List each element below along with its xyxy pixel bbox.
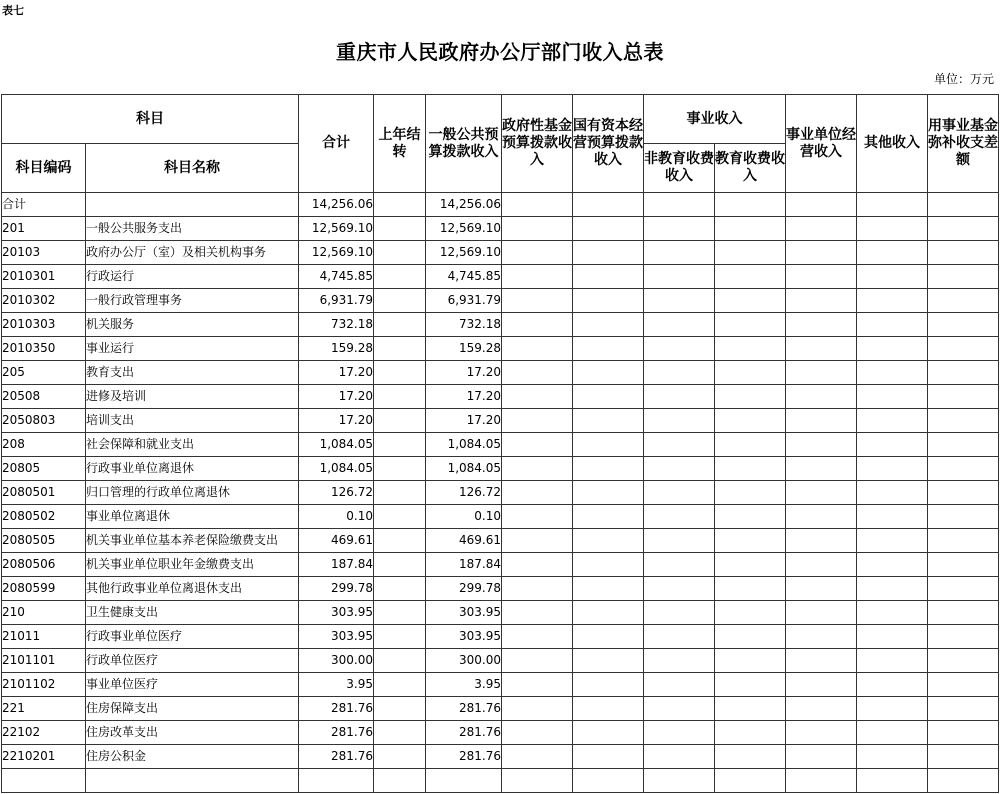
total-value: 303.95 bbox=[299, 601, 374, 625]
subject-name bbox=[86, 769, 299, 793]
header-code: 科目编码 bbox=[2, 144, 86, 193]
subject-name: 政府办公厅（室）及相关机构事务 bbox=[86, 241, 299, 265]
general-budget-value: 1,084.05 bbox=[426, 457, 502, 481]
general-budget-value: 1,084.05 bbox=[426, 433, 502, 457]
subject-code: 2080599 bbox=[2, 577, 86, 601]
general-budget-value: 159.28 bbox=[426, 337, 502, 361]
subject-code: 208 bbox=[2, 433, 86, 457]
subject-code: 2010302 bbox=[2, 289, 86, 313]
header-state-capital: 国有资本经营预算拨款收入 bbox=[573, 95, 644, 193]
general-budget-value: 303.95 bbox=[426, 601, 502, 625]
total-value: 281.76 bbox=[299, 745, 374, 769]
subject-code: 2080501 bbox=[2, 481, 86, 505]
total-value: 12,569.10 bbox=[299, 217, 374, 241]
header-name: 科目名称 bbox=[86, 144, 299, 193]
general-budget-value: 281.76 bbox=[426, 745, 502, 769]
total-value: 1,084.05 bbox=[299, 457, 374, 481]
subject-code: 2080502 bbox=[2, 505, 86, 529]
header-non-edu-fee: 非教育收费收入 bbox=[644, 144, 715, 193]
table-row bbox=[2, 313, 999, 337]
subject-name: 一般公共服务支出 bbox=[86, 217, 299, 241]
table-row bbox=[2, 433, 999, 457]
subject-name: 社会保障和就业支出 bbox=[86, 433, 299, 457]
general-budget-value: 303.95 bbox=[426, 625, 502, 649]
table-row bbox=[2, 745, 999, 769]
table-row bbox=[2, 673, 999, 697]
header-edu-fee: 教育收费收入 bbox=[715, 144, 786, 193]
header-fund-makeup: 用事业基金弥补收支差额 bbox=[928, 95, 999, 193]
header-business-income: 事业单位经营收入 bbox=[786, 95, 857, 193]
total-value: 732.18 bbox=[299, 313, 374, 337]
general-budget-value: 4,745.85 bbox=[426, 265, 502, 289]
income-summary-table bbox=[1, 94, 999, 793]
total-value: 300.00 bbox=[299, 649, 374, 673]
subject-name: 进修及培训 bbox=[86, 385, 299, 409]
subject-name: 行政事业单位医疗 bbox=[86, 625, 299, 649]
total-value bbox=[299, 769, 374, 793]
subject-name: 住房保障支出 bbox=[86, 697, 299, 721]
table-row bbox=[2, 649, 999, 673]
subject-code: 2050803 bbox=[2, 409, 86, 433]
general-budget-value: 281.76 bbox=[426, 697, 502, 721]
subject-name: 事业运行 bbox=[86, 337, 299, 361]
header-carryover: 上年结转 bbox=[374, 95, 426, 193]
general-budget-value: 17.20 bbox=[426, 385, 502, 409]
subject-name: 住房公积金 bbox=[86, 745, 299, 769]
table-row bbox=[2, 457, 999, 481]
table-row bbox=[2, 265, 999, 289]
subject-name: 卫生健康支出 bbox=[86, 601, 299, 625]
subject-code: 2010350 bbox=[2, 337, 86, 361]
total-value: 4,745.85 bbox=[299, 265, 374, 289]
subject-name: 培训支出 bbox=[86, 409, 299, 433]
general-budget-value: 732.18 bbox=[426, 313, 502, 337]
subject-code: 22102 bbox=[2, 721, 86, 745]
total-value: 3.95 bbox=[299, 673, 374, 697]
general-budget-value bbox=[426, 769, 502, 793]
total-value: 17.20 bbox=[299, 361, 374, 385]
general-budget-value: 300.00 bbox=[426, 649, 502, 673]
table-row bbox=[2, 577, 999, 601]
total-value: 187.84 bbox=[299, 553, 374, 577]
table-row bbox=[2, 385, 999, 409]
subject-name: 住房改革支出 bbox=[86, 721, 299, 745]
subject-code: 2010301 bbox=[2, 265, 86, 289]
table-row bbox=[2, 697, 999, 721]
total-value: 17.20 bbox=[299, 409, 374, 433]
total-value: 0.10 bbox=[299, 505, 374, 529]
general-budget-value: 187.84 bbox=[426, 553, 502, 577]
table-row bbox=[2, 529, 999, 553]
table-row bbox=[2, 217, 999, 241]
subject-code: 合计 bbox=[2, 193, 86, 217]
subject-name: 一般行政管理事务 bbox=[86, 289, 299, 313]
subject-name: 归口管理的行政单位离退休 bbox=[86, 481, 299, 505]
subject-name: 机关事业单位基本养老保险缴费支出 bbox=[86, 529, 299, 553]
subject-name: 事业单位医疗 bbox=[86, 673, 299, 697]
subject-code: 210 bbox=[2, 601, 86, 625]
table-row bbox=[2, 769, 999, 793]
table-row bbox=[2, 289, 999, 313]
total-value: 299.78 bbox=[299, 577, 374, 601]
header-total: 合计 bbox=[299, 95, 374, 193]
subject-name: 其他行政事业单位离退休支出 bbox=[86, 577, 299, 601]
total-value: 281.76 bbox=[299, 697, 374, 721]
table-row bbox=[2, 625, 999, 649]
header-general-budget: 一般公共预算拨款收入 bbox=[426, 95, 502, 193]
subject-name: 行政事业单位离退休 bbox=[86, 457, 299, 481]
general-budget-value: 469.61 bbox=[426, 529, 502, 553]
general-budget-value: 6,931.79 bbox=[426, 289, 502, 313]
general-budget-value: 17.20 bbox=[426, 361, 502, 385]
subject-code: 2080505 bbox=[2, 529, 86, 553]
subject-name: 行政单位医疗 bbox=[86, 649, 299, 673]
total-value: 14,256.06 bbox=[299, 193, 374, 217]
total-value: 469.61 bbox=[299, 529, 374, 553]
total-value: 12,569.10 bbox=[299, 241, 374, 265]
general-budget-value: 281.76 bbox=[426, 721, 502, 745]
header-subject: 科目 bbox=[2, 95, 299, 144]
total-value: 281.76 bbox=[299, 721, 374, 745]
general-budget-value: 17.20 bbox=[426, 409, 502, 433]
subject-name: 机关服务 bbox=[86, 313, 299, 337]
header-fund-budget: 政府性基金预算拨款收入 bbox=[502, 95, 573, 193]
subject-name: 机关事业单位职业年金缴费支出 bbox=[86, 553, 299, 577]
table-number: 表七 bbox=[2, 4, 24, 17]
table-row bbox=[2, 505, 999, 529]
general-budget-value: 3.95 bbox=[426, 673, 502, 697]
subject-name bbox=[86, 193, 299, 217]
table-row bbox=[2, 361, 999, 385]
subject-code: 2010303 bbox=[2, 313, 86, 337]
general-budget-value: 126.72 bbox=[426, 481, 502, 505]
total-value: 17.20 bbox=[299, 385, 374, 409]
subject-code: 201 bbox=[2, 217, 86, 241]
table-row bbox=[2, 601, 999, 625]
subject-code: 2101102 bbox=[2, 673, 86, 697]
subject-code bbox=[2, 769, 86, 793]
table-row bbox=[2, 409, 999, 433]
subject-code: 20508 bbox=[2, 385, 86, 409]
total-value: 303.95 bbox=[299, 625, 374, 649]
general-budget-value: 12,569.10 bbox=[426, 217, 502, 241]
subject-name: 事业单位离退休 bbox=[86, 505, 299, 529]
subject-code: 205 bbox=[2, 361, 86, 385]
header-career-income: 事业收入 bbox=[644, 95, 786, 144]
table-row bbox=[2, 241, 999, 265]
table-body bbox=[2, 193, 999, 793]
subject-code: 21011 bbox=[2, 625, 86, 649]
total-value: 1,084.05 bbox=[299, 433, 374, 457]
subject-name: 教育支出 bbox=[86, 361, 299, 385]
general-budget-value: 12,569.10 bbox=[426, 241, 502, 265]
general-budget-value: 0.10 bbox=[426, 505, 502, 529]
table-row bbox=[2, 553, 999, 577]
subject-code: 2080506 bbox=[2, 553, 86, 577]
unit-label: 单位：万元 bbox=[933, 72, 994, 86]
subject-code: 221 bbox=[2, 697, 86, 721]
table-row bbox=[2, 721, 999, 745]
subject-code: 2210201 bbox=[2, 745, 86, 769]
header-other-income: 其他收入 bbox=[857, 95, 928, 193]
total-value: 6,931.79 bbox=[299, 289, 374, 313]
page-title: 重庆市人民政府办公厅部门收入总表 bbox=[336, 40, 664, 64]
general-budget-value: 14,256.06 bbox=[426, 193, 502, 217]
total-value: 126.72 bbox=[299, 481, 374, 505]
general-budget-value: 299.78 bbox=[426, 577, 502, 601]
subject-code: 2101101 bbox=[2, 649, 86, 673]
subject-code: 20805 bbox=[2, 457, 86, 481]
total-value: 159.28 bbox=[299, 337, 374, 361]
table-row bbox=[2, 481, 999, 505]
subject-code: 20103 bbox=[2, 241, 86, 265]
table-row bbox=[2, 337, 999, 361]
table-row bbox=[2, 193, 999, 217]
subject-name: 行政运行 bbox=[86, 265, 299, 289]
